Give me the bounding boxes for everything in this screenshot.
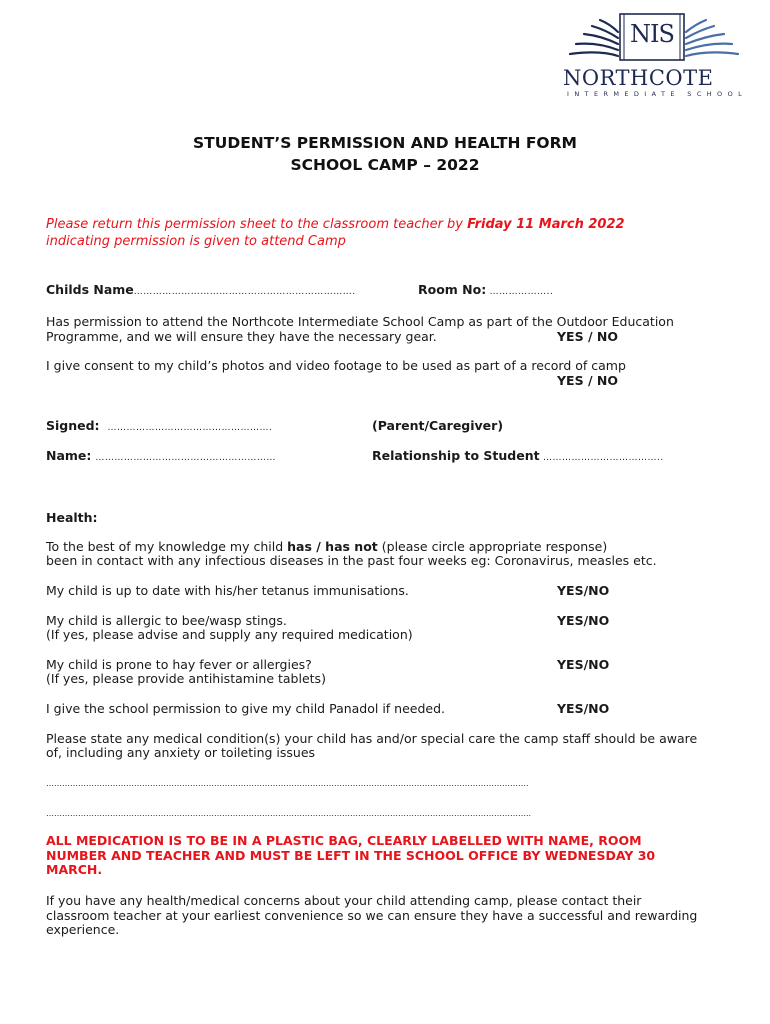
signed-label: Signed: [46, 418, 100, 433]
medication-notice [46, 834, 655, 878]
logo-subtitle: INTERMEDIATE SCHOOL [567, 90, 748, 98]
closing-paragraph [46, 894, 697, 938]
room-no-field[interactable] [418, 282, 553, 300]
closing-line-2: classroom teacher at your earliest convenience so we can ensure they have a successful and rewarding [46, 907, 698, 923]
allergy-question-note: (If yes, please advise and supply any required medication) [46, 627, 413, 642]
tetanus-answer[interactable]: YES/NO [557, 583, 610, 598]
childs-name-field[interactable] [46, 282, 356, 300]
logo-name: NORTHCOTE [563, 66, 714, 90]
relationship-field[interactable] [372, 448, 664, 466]
instruction-text: Please return this permission sheet to the classroom teacher by [46, 217, 468, 232]
return-instruction [46, 216, 625, 250]
relationship-label: Relationship to Student [372, 448, 540, 463]
medication-notice-line-2: NUMBER AND TEACHER AND MUST BE LEFT IN THE SCHOOL OFFICE BY WEDNESDAY 30 [46, 847, 656, 863]
instruction-line-2: indicating permission is given to attend Camp [46, 234, 346, 249]
hay-fever-question-note: (If yes, please provide antihistamine tablets) [46, 671, 326, 686]
photo-consent-answer[interactable]: YES / NO [557, 373, 618, 388]
conditions-answer-line-2[interactable]: ……………………………………………………………………………………………………………………………………………………………….. [46, 809, 532, 818]
allergy-question: My child is allergic to bee/wasp stings. [46, 613, 287, 628]
health-intro-line-2: been in contact with any infectious diseases in the past four weeks eg: Coronavirus, measles etc. [46, 553, 657, 568]
name-field[interactable] [46, 448, 276, 466]
parent-caregiver-label: (Parent/Caregiver) [372, 418, 504, 433]
health-intro-text: To the best of my knowledge my child [46, 539, 288, 554]
photo-consent-line: I give consent to my child’s photos and video footage to be used as part of a record of camp [46, 358, 626, 373]
medication-notice-line-3: MARCH. [46, 862, 103, 877]
tetanus-question: My child is up to date with his/her tetanus immunisations. [46, 583, 409, 598]
camp-permission-answer[interactable]: YES / NO [557, 329, 618, 344]
relationship-dots: ……………………………….. [539, 453, 664, 463]
hay-fever-answer[interactable]: YES/NO [557, 657, 610, 672]
camp-permission-line-2: Programme, and we will ensure they have the necessary gear. [46, 329, 437, 344]
health-heading: Health: [46, 510, 98, 525]
title-line-1: STUDENT’S PERMISSION AND HEALTH FORM [193, 134, 577, 152]
room-no-dots: ……………….. [486, 287, 554, 297]
room-no-label: Room No: [418, 282, 487, 297]
medication-notice-line-1: ALL MEDICATION IS TO BE IN A PLASTIC BAG, CLEARLY LABELLED WITH NAME, ROOM [46, 833, 642, 848]
conditions-prompt-line-2: of, including any anxiety or toileting issues [46, 745, 316, 760]
childs-name-label: Childs Name [46, 282, 134, 297]
hay-fever-question: My child is prone to hay fever or allergies? [46, 657, 312, 672]
return-deadline: Friday 11 March 2022 [467, 217, 625, 232]
has-has-not-choice[interactable]: has / has not [287, 539, 378, 554]
logo-initials: NIS [630, 20, 674, 48]
name-label: Name: [46, 448, 92, 463]
health-intro-note: (please circle appropriate response) [377, 539, 608, 554]
signed-field[interactable] [46, 418, 272, 436]
title-line-2: SCHOOL CAMP – 2022 [290, 156, 480, 174]
panadol-answer[interactable]: YES/NO [557, 701, 610, 716]
closing-line-1: If you have any health/medical concerns about your child attending camp, please contact their [46, 893, 642, 908]
camp-permission-line-1: Has permission to attend the Northcote Intermediate School Camp as part of the Outdoor Education [46, 314, 674, 329]
panadol-question: I give the school permission to give my child Panadol if needed. [46, 701, 446, 716]
conditions-prompt-line-1: Please state any medical condition(s) your child has and/or special care the camp staff should be aware [46, 731, 698, 746]
childs-name-dots: ……………………………………………………………. [133, 287, 356, 297]
allergy-answer[interactable]: YES/NO [557, 613, 610, 628]
closing-line-3: experience. [46, 922, 120, 937]
signed-dots: ……………………………………………. [107, 423, 273, 433]
name-dots: ………………………………………………… [95, 453, 276, 463]
conditions-answer-line-1[interactable]: ………………………………………………………………………………………………………………………………………………………………. [46, 779, 529, 788]
school-logo [560, 10, 750, 96]
form-title [0, 132, 770, 176]
health-intro-line-1 [46, 539, 607, 554]
